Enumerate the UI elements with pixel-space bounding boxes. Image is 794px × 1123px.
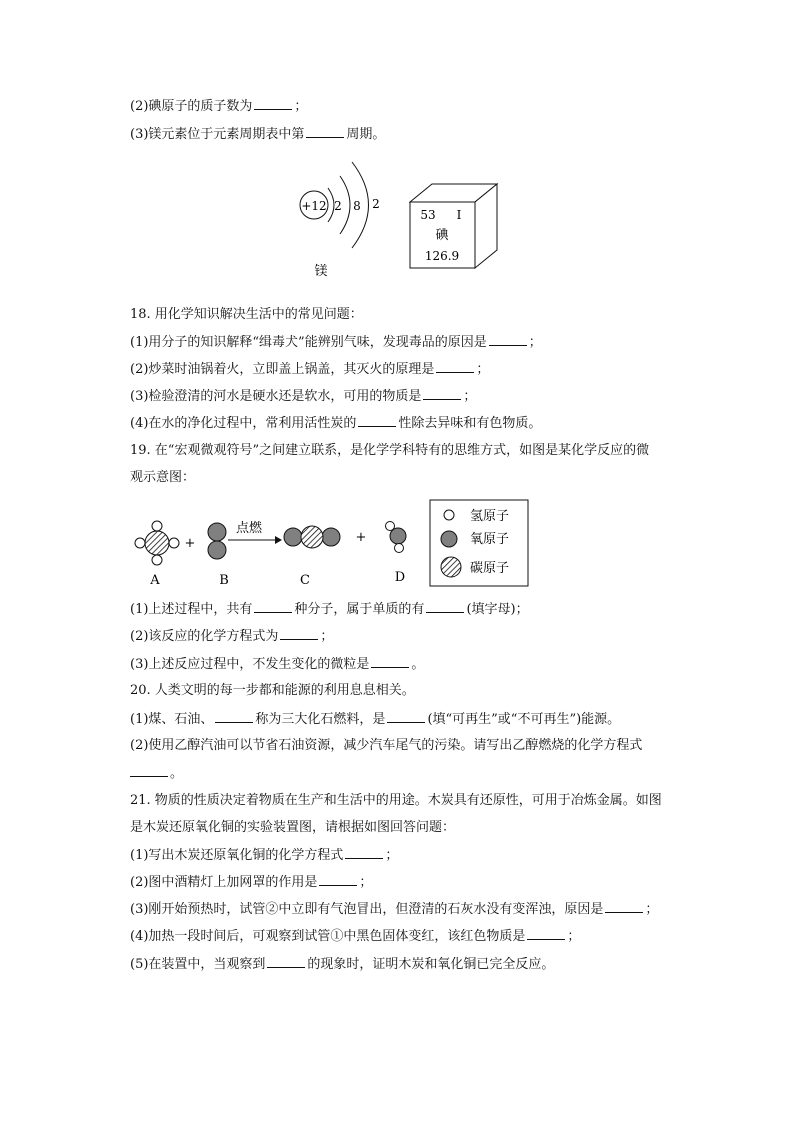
hydrogen-legend-icon [444, 510, 454, 520]
answer-blank[interactable] [267, 955, 305, 968]
element-symbol: I [456, 208, 462, 222]
q17-line2: (2)碘原子的质子数为 ； [130, 99, 308, 114]
legend-oxygen: 氧原子 [470, 532, 510, 547]
answer-blank[interactable] [423, 387, 461, 400]
label-a: A [150, 573, 160, 588]
q17-line3: (3)镁元素位于元素周期表中第 周期。 [130, 127, 386, 142]
q21-title: 21. 物质的性质决定着物质在生产和生活中的用途。木炭具有还原性，可用于冶炼金属。如图 [130, 793, 662, 808]
atom-legend [430, 500, 528, 586]
molecule-a-methane [135, 521, 179, 565]
legend-hydrogen: 氢原子 [470, 509, 510, 524]
answer-blank[interactable] [358, 414, 396, 427]
answer-blank[interactable] [605, 900, 643, 913]
q19-title-cont: 观示意图： [130, 470, 196, 485]
q20-part2: (2)使用乙醇汽油可以节省石油资源，减少汽车尾气的污染。请写出乙醇燃烧的化学方程式 [130, 738, 643, 753]
arrow-head [275, 536, 282, 544]
answer-blank[interactable] [489, 333, 527, 346]
shell3-count: 2 [372, 197, 380, 211]
q21-title-cont: 是木炭还原氧化铜的实验装置图，请根据如图回答问题： [130, 820, 456, 835]
answer-blank[interactable] [387, 710, 425, 723]
answer-blank[interactable] [426, 600, 464, 613]
q20-part1: (1)煤、石油、 称为三大化石燃料，是 (填“可再生”或“不可再生”)能源。 [130, 712, 621, 727]
q21-part2: (2)图中酒精灯上加网罩的作用是 ； [130, 875, 373, 890]
answer-blank[interactable] [215, 710, 253, 723]
q18-title: 18. 用化学知识解决生活中的常见问题： [130, 307, 363, 322]
shell-arc-1 [328, 188, 334, 222]
answer-blank[interactable] [371, 655, 409, 668]
q18-part3: (3)检验澄清的河水是硬水还是软水，可用的物质是 ； [130, 389, 477, 404]
element-name: 碘 [435, 228, 449, 243]
q21-part3: (3)刚开始预热时，试管②中立即有气泡冒出，但澄清的石灰水没有变浑浊，原因是 ； [130, 902, 659, 917]
answer-blank[interactable] [306, 125, 344, 138]
answer-blank[interactable] [319, 873, 357, 886]
answer-blank[interactable] [345, 846, 383, 859]
answer-blank[interactable] [254, 97, 292, 110]
molecule-b-oxygen [208, 523, 226, 559]
magnesium-atom-diagram [290, 158, 400, 283]
label-d: D [394, 570, 406, 585]
answer-blank[interactable] [280, 627, 318, 640]
q20-part2-answer: 。 [130, 764, 183, 783]
answer-blank[interactable] [436, 360, 474, 373]
q18-part1: (1)用分子的知识解释“缉毒犬”能辨别气味，发现毒品的原因是 ； [130, 335, 542, 350]
q20-title: 20. 人类文明的每一步都和能源的利用息息相关。 [130, 683, 415, 698]
atomic-number: 53 [420, 208, 436, 222]
q21-part1: (1)写出木炭还原氧化铜的化学方程式 ； [130, 848, 399, 863]
nucleus-charge: +12 [301, 199, 327, 213]
q21-part4: (4)加热一段时间后，可观察到试管①中黑色固体变红，该红色物质是 ； [130, 929, 581, 944]
q19-part1: (1)上述过程中，共有 种分子，属于单质的有 (填字母)； [130, 602, 529, 617]
legend-carbon: 碳原子 [470, 561, 510, 576]
shell2-count: 8 [353, 199, 361, 213]
q21-part5: (5)在装置中，当观察到 的现象时，证明木炭和氧化铜已完全反应。 [130, 957, 555, 972]
answer-blank[interactable] [254, 600, 292, 613]
molecule-c-carbon-dioxide [284, 526, 340, 548]
reaction-micro-diagram [130, 496, 540, 592]
magnesium-label: 镁 [314, 264, 328, 279]
answer-blank[interactable] [527, 927, 565, 940]
shell1-count: 2 [334, 199, 342, 213]
iodine-element-cell [405, 180, 505, 272]
answer-blank[interactable] [130, 764, 168, 777]
label-c: C [300, 573, 310, 588]
q19-part2: (2)该反应的化学方程式为 ； [130, 629, 334, 644]
atomic-mass: 126.9 [424, 249, 460, 263]
arrow-label: 点燃 [235, 521, 263, 536]
label-b: B [219, 573, 229, 588]
molecule-d-water [386, 522, 407, 553]
q19-part3: (3)上述反应过程中，不发生变化的微粒是 。 [130, 657, 425, 672]
q19-title: 19. 在“宏观微观符号”之间建立联系，是化学学科特有的思维方式，如图是某化学反应的微 [130, 443, 650, 458]
plus-sign-2: + [355, 530, 367, 545]
oxygen-legend-icon [441, 531, 457, 547]
q18-part2: (2)炒菜时油锅着火，立即盖上锅盖，其灭火的原理是 ； [130, 362, 490, 377]
carbon-legend-icon [441, 557, 461, 577]
q18-part4: (4)在水的净化过程中，常利用活性炭的 性除去异味和有色物质。 [130, 416, 542, 431]
plus-sign-1: + [184, 536, 196, 551]
